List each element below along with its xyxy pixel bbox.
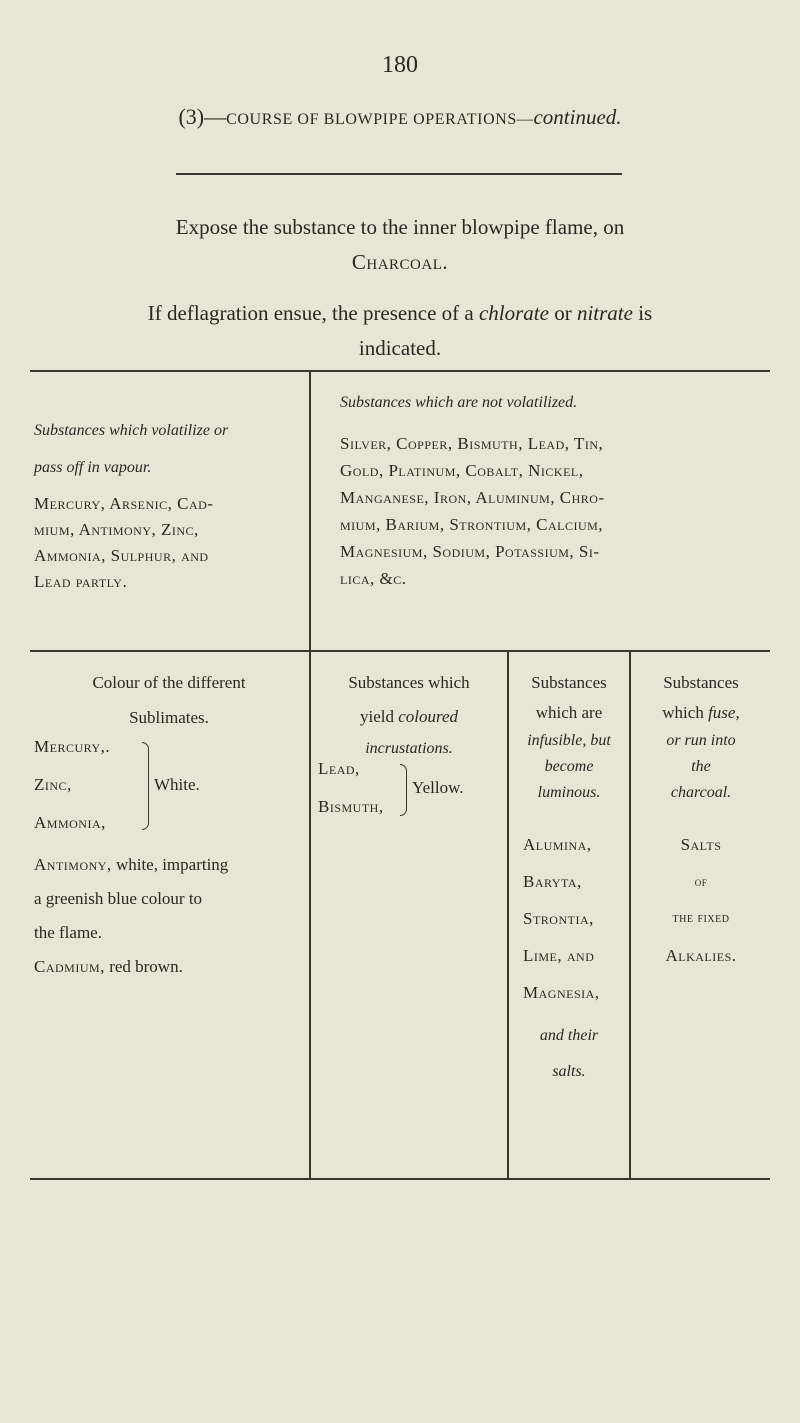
white-group-item: Mercury,. (34, 737, 111, 756)
instruction-block (30, 210, 770, 280)
white-group-item: Ammonia, (34, 813, 106, 832)
infusible-tail-1: and their (539, 1027, 599, 1044)
instruction-line-2: Charcoal. (351, 250, 449, 274)
fusible-heading-1: Substances (663, 673, 739, 692)
column-divider-2 (507, 652, 509, 1178)
nonvolatile-line: Silver, Copper, Bismuth, Lead, Tin, (340, 434, 604, 453)
infusible-item: Alumina, (523, 835, 592, 854)
instruction-line-3: If deflagration ensue, the presence of a chlorate or nitrate is (147, 301, 653, 325)
fusible-cell (632, 670, 770, 806)
sublimates-cell (34, 670, 304, 731)
column-divider-3 (629, 652, 631, 1178)
white-group-item: Zinc, (34, 775, 72, 794)
white-brace (142, 742, 149, 830)
instruction-line-1: Expose the substance to the inner blowpipe flame, on (175, 215, 625, 239)
row-divider-right (310, 650, 770, 652)
sublimates-lines (34, 848, 304, 984)
yellow-group-label: Yellow. (412, 778, 464, 797)
infusible-heading-5: luminous. (537, 784, 601, 801)
incrustations-heading-3: incrustations. (365, 740, 453, 757)
fusible-item: Salts (680, 835, 722, 854)
infusible-items (523, 826, 628, 1011)
yellow-group (318, 756, 506, 826)
incrustations-heading-1: Substances which (348, 673, 470, 692)
fusible-item: Alkalies. (665, 946, 737, 965)
white-group (34, 734, 304, 844)
nonvolatile-line: mium, Barium, Strontium, Calcium, (340, 515, 604, 534)
fusible-heading-5: charcoal. (670, 784, 732, 801)
infusible-heading-4: become (544, 758, 594, 775)
heading-lead: (3)— (178, 104, 227, 129)
infusible-heading-2: which are (535, 703, 603, 722)
row-divider-left (30, 650, 310, 652)
instruction-line-4: indicated. (358, 336, 442, 360)
volatile-heading-1: Substances which volatilize or (34, 422, 229, 439)
yellow-brace (400, 764, 407, 816)
fusible-item: of (694, 874, 708, 889)
table-top-rule (30, 370, 770, 372)
nonvolatile-line: Gold, Platinum, Cobalt, Nickel, (340, 461, 584, 480)
volatile-line: Mercury, Arsenic, Cad- (34, 494, 214, 513)
volatile-heading-2: pass off in vapour. (34, 459, 152, 476)
yellow-group-item: Lead, (318, 759, 360, 778)
sublimates-line: Antimony, white, imparting (34, 855, 229, 874)
sublimates-line: the flame. (34, 923, 102, 942)
incrustations-cell (312, 670, 506, 762)
heading-continued: continued. (533, 105, 622, 129)
sublimates-line: a greenish blue colour to (34, 889, 203, 908)
volatile-line: Lead partly. (34, 572, 128, 591)
yellow-group-item: Bismuth, (318, 797, 384, 816)
table-bottom-rule (30, 1178, 770, 1180)
nonvolatile-heading: Substances which are not volatilized. (340, 394, 578, 411)
nonvolatile-cell (340, 390, 770, 592)
infusible-heading-1: Substances (531, 673, 607, 692)
infusible-item: Baryta, (523, 872, 582, 891)
instruction-block-2 (30, 296, 770, 366)
column-divider-main (309, 370, 311, 1178)
sublimates-line: Cadmium, red brown. (34, 957, 183, 976)
page-number: 180 (382, 52, 418, 78)
heading-rule (176, 173, 622, 175)
heading-caps: COURSE OF BLOWPIPE OPERATIONS— (226, 111, 534, 128)
volatile-cell (34, 418, 304, 595)
sublimates-heading-2: Sublimates. (129, 708, 209, 727)
infusible-item: Magnesia, (523, 983, 600, 1002)
nonvolatile-line: Manganese, Iron, Aluminum, Chro- (340, 488, 605, 507)
nonvolatile-line: Magnesium, Sodium, Potassium, Si- (340, 542, 600, 561)
infusible-tail (510, 1018, 628, 1090)
fusible-items (632, 826, 770, 974)
infusible-item: Lime, and (523, 946, 595, 965)
fusible-heading-3: or run into (666, 732, 736, 749)
section-heading (0, 104, 800, 130)
nonvolatile-line: lica, &c. (340, 569, 407, 588)
volatile-line: mium, Antimony, Zinc, (34, 520, 199, 539)
white-group-label: White. (154, 775, 200, 794)
infusible-item: Strontia, (523, 909, 594, 928)
infusible-heading-3: infusible, but (527, 732, 611, 749)
incrustations-heading-2: yield coloured (359, 707, 459, 726)
fusible-item: the fixed (672, 911, 730, 926)
fusible-heading-2: which fuse, (662, 703, 740, 722)
sublimates-heading-1: Colour of the different (92, 673, 246, 692)
volatile-line: Ammonia, Sulphur, and (34, 546, 209, 565)
fusible-heading-4: the (691, 758, 711, 775)
infusible-tail-2: salts. (552, 1063, 586, 1080)
infusible-cell (510, 670, 628, 806)
